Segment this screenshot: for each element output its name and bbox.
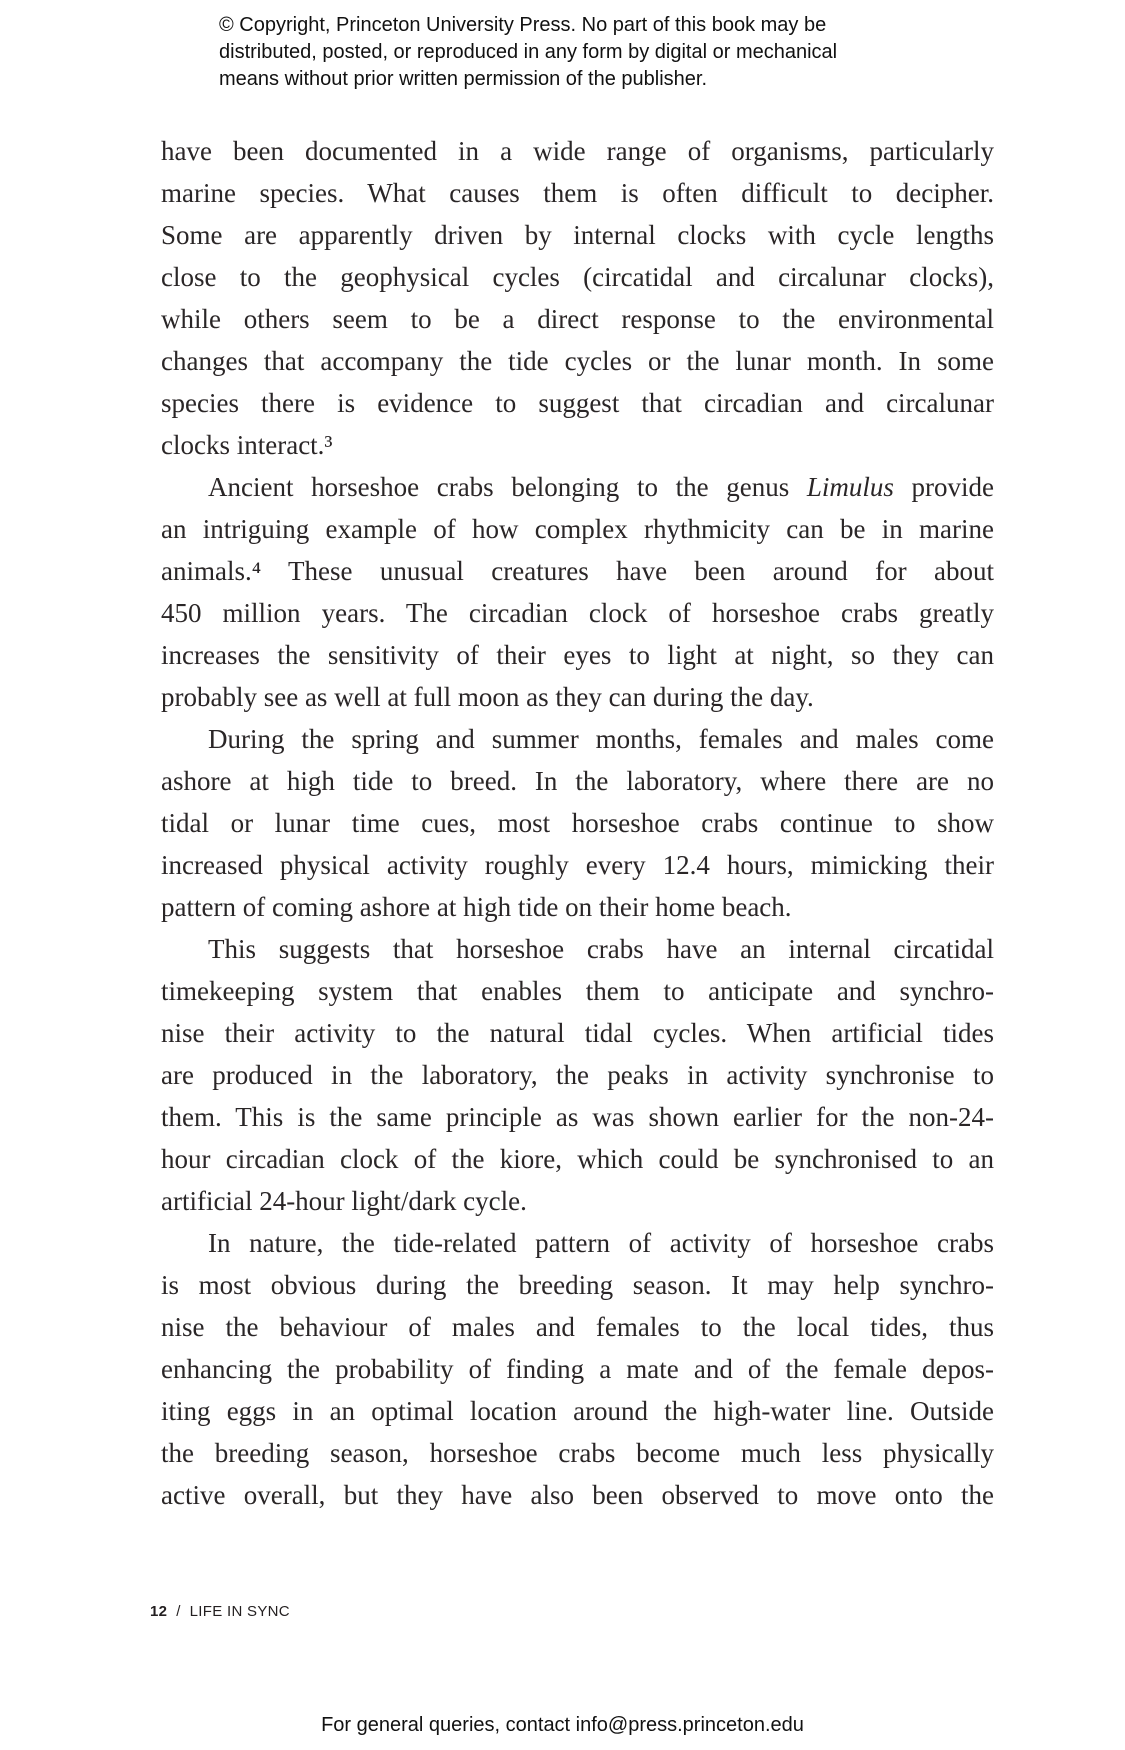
copyright-line: distributed, posted, or reproduced in any form by digital or mechanical (219, 41, 838, 63)
text-line: animals.⁴ These unusual creatures have been around for about (161, 556, 994, 586)
text-line: tidal or lunar time cues, most horseshoe crabs continue to show (161, 808, 994, 838)
text-line: pattern of coming ashore at high tide on their home beach. (161, 892, 792, 922)
copyright-line: © Copyright, Princeton University Press. No part of this book may be (219, 14, 827, 36)
text-line: have been documented in a wide range of organisms, particularly (161, 136, 994, 166)
text-line: ashore at high tide to breed. In the laboratory, where there are no (161, 766, 994, 796)
text-line: enhancing the probability of finding a mate and of the female depos- (161, 1354, 994, 1384)
paragraph (161, 466, 994, 718)
copyright-notice (219, 12, 837, 93)
paragraph (161, 718, 994, 928)
text-line: This suggests that horseshoe crabs have an internal circatidal (208, 934, 994, 964)
text-line: clocks interact.³ (161, 430, 333, 460)
paragraph (161, 130, 994, 466)
text-line: marine species. What causes them is often difficult to decipher. (161, 178, 994, 208)
text-line: In nature, the tide-related pattern of activity of horseshoe crabs (208, 1228, 994, 1258)
copyright-line: means without prior written permission of the publisher. (219, 68, 708, 90)
text-segment: provide (893, 472, 995, 502)
text-line (161, 466, 994, 508)
text-line: hour circadian clock of the kiore, which could be synchronised to an (161, 1144, 994, 1174)
running-foot (150, 1603, 290, 1620)
page-number: 12 (150, 1603, 168, 1620)
text-line: while others seem to be a direct response to the environmental (161, 304, 994, 334)
body-text (161, 130, 994, 1516)
foot-separator: / (176, 1603, 181, 1620)
text-segment: Ancient horseshoe crabs belonging to the genus (208, 472, 807, 502)
text-line: changes that accompany the tide cycles or the lunar month. In some (161, 346, 994, 376)
text-line: close to the geophysical cycles (circatidal and circalunar clocks), (161, 262, 994, 292)
text-line: During the spring and summer months, females and males come (208, 724, 994, 754)
book-title: LIFE IN SYNC (189, 1603, 290, 1620)
italic-term: Limulus (806, 472, 894, 502)
text-line: nise their activity to the natural tidal cycles. When artificial tides (161, 1018, 994, 1048)
text-line: probably see as well at full moon as they can during the day. (161, 682, 814, 712)
text-line: is most obvious during the breeding season. It may help synchro- (161, 1270, 994, 1300)
text-line: species there is evidence to suggest that circadian and circalunar (161, 388, 994, 418)
text-line: timekeeping system that enables them to anticipate and synchro- (161, 976, 994, 1006)
text-line: nise the behaviour of males and females to the local tides, thus (161, 1312, 994, 1342)
text-line: increased physical activity roughly every 12.4 hours, mimicking their (161, 850, 994, 880)
text-line: the breeding season, horseshoe crabs become much less physically (161, 1438, 994, 1468)
text-line: an intriguing example of how complex rhythmicity can be in marine (161, 514, 994, 544)
contact-footer: For general queries, contact info@press.princeton.edu (321, 1714, 804, 1736)
text-line: active overall, but they have also been observed to move onto the (161, 1480, 994, 1510)
text-line: artificial 24-hour light/dark cycle. (161, 1186, 527, 1216)
text-line: Some are apparently driven by internal clocks with cycle lengths (161, 220, 994, 250)
text-line: iting eggs in an optimal location around the high-water line. Outside (161, 1396, 994, 1426)
paragraph (161, 1222, 994, 1516)
text-line: increases the sensitivity of their eyes to light at night, so they can (161, 640, 994, 670)
text-line: are produced in the laboratory, the peaks in activity synchronise to (161, 1060, 994, 1090)
text-line: them. This is the same principle as was shown earlier for the non-24- (161, 1102, 994, 1132)
paragraph (161, 928, 994, 1222)
text-line: 450 million years. The circadian clock of horseshoe crabs greatly (161, 598, 994, 628)
